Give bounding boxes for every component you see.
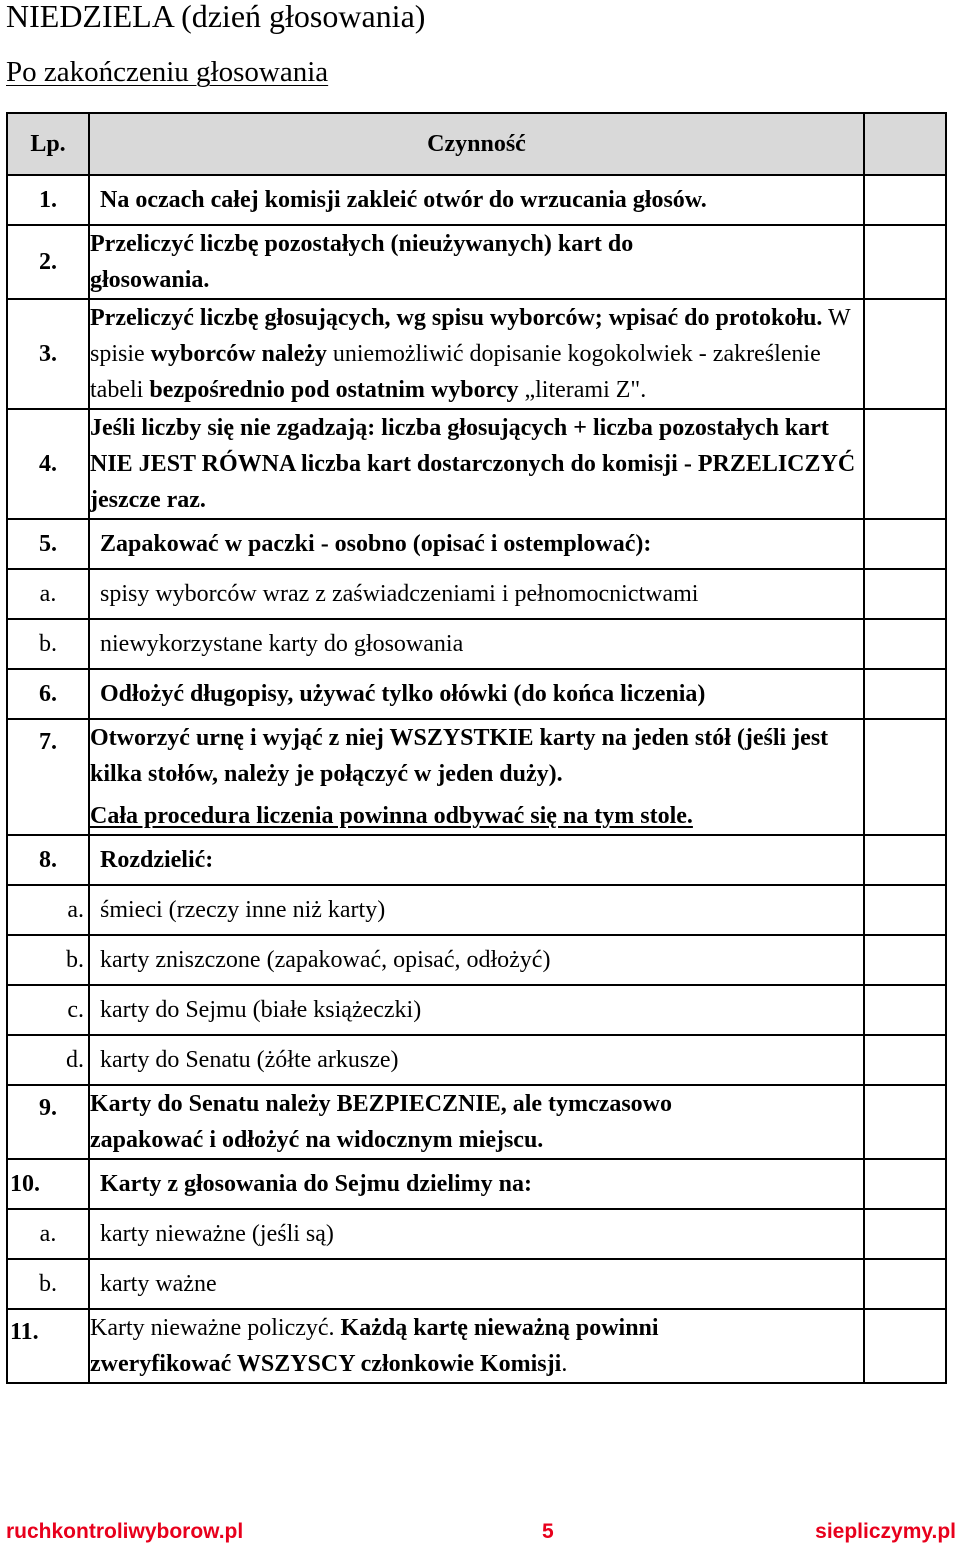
check-cell[interactable] — [864, 1035, 946, 1085]
table-row — [7, 1159, 946, 1209]
table-row — [7, 1085, 946, 1159]
row-number: 10. — [7, 1159, 89, 1209]
page-title: NIEDZIELA (dzień głosowania) — [6, 0, 426, 34]
row-action: Jeśli liczby się nie zgadzają: liczba głosujących + liczba pozostałych kart NIE JEST RÓWNA liczba kart dostarczonych do komisji - PRZELICZYĆ jeszcze raz. — [89, 409, 864, 519]
header-check — [864, 113, 946, 175]
row-action: karty do Sejmu (białe książeczki) — [89, 985, 864, 1035]
table-row — [7, 835, 946, 885]
row-action-regular: „literami Z". — [518, 377, 647, 403]
row-action — [89, 719, 864, 835]
row-letter: b. — [7, 619, 89, 669]
check-cell[interactable] — [864, 1085, 946, 1159]
row-number: 6. — [7, 669, 89, 719]
row-letter: c. — [7, 985, 89, 1035]
row-letter: d. — [7, 1035, 89, 1085]
check-cell[interactable] — [864, 619, 946, 669]
row-letter: a. — [7, 1209, 89, 1259]
row-number: 1. — [7, 175, 89, 225]
table-row — [7, 1209, 946, 1259]
row-action: spisy wyborców wraz z zaświadczeniami i pełnomocnictwami — [89, 569, 864, 619]
table-row — [7, 519, 946, 569]
row-action: karty do Senatu (żółte arkusze) — [89, 1035, 864, 1085]
table-row — [7, 719, 946, 835]
check-cell[interactable] — [864, 835, 946, 885]
row-action-bold: wyborców należy — [150, 341, 327, 367]
row-action: Na oczach całej komisji zakleić otwór do wrzucania głosów. — [89, 175, 864, 225]
check-cell[interactable] — [864, 1159, 946, 1209]
row-action: Przeliczyć liczbę pozostałych (nieużywanych) kart do głosowania. — [89, 225, 864, 299]
table-row — [7, 175, 946, 225]
table-row — [7, 985, 946, 1035]
header-lp: Lp. — [7, 113, 89, 175]
table-row — [7, 669, 946, 719]
check-cell[interactable] — [864, 985, 946, 1035]
row-action: karty ważne — [89, 1259, 864, 1309]
row-action: Karty do Senatu należy BEZPIECZNIE, ale tymczasowo zapakować i odłożyć na widocznym miejscu. — [89, 1085, 864, 1159]
row-action-bold: Przeliczyć liczbę głosujących, wg spisu wyborców; wpisać do protokołu. — [90, 305, 823, 331]
check-cell[interactable] — [864, 225, 946, 299]
row-letter: b. — [7, 935, 89, 985]
row-action: karty nieważne (jeśli są) — [89, 1209, 864, 1259]
table-row — [7, 619, 946, 669]
row-action-regular: Karty nieważne policzyć. — [90, 1315, 341, 1341]
row-action: niewykorzystane karty do głosowania — [89, 619, 864, 669]
table-row — [7, 935, 946, 985]
row-action-bold: Każdą kartę nieważną powinni zweryfikować WSZYSCY członkowie Komisji — [90, 1315, 659, 1377]
row-action — [89, 299, 864, 409]
table-row — [7, 885, 946, 935]
check-cell[interactable] — [864, 885, 946, 935]
table-row — [7, 1309, 946, 1383]
page-number: 5 — [542, 1520, 554, 1543]
row-action-regular: uniemożliwić dopisanie kogokolwiek - zakreślenie tabeli — [90, 341, 821, 403]
row-number: 9. — [7, 1085, 89, 1159]
check-cell[interactable] — [864, 1209, 946, 1259]
row-action: Rozdzielić: — [89, 835, 864, 885]
check-cell[interactable] — [864, 719, 946, 835]
row-action-underlined-note: Cała procedura liczenia powinna odbywać się na tym stole. — [90, 803, 693, 829]
header-action: Czynność — [89, 113, 864, 175]
row-letter: a. — [7, 885, 89, 935]
check-cell[interactable] — [864, 935, 946, 985]
table-row — [7, 225, 946, 299]
check-cell[interactable] — [864, 669, 946, 719]
table-row — [7, 1035, 946, 1085]
table-row — [7, 1259, 946, 1309]
row-number: 5. — [7, 519, 89, 569]
row-number: 7. — [7, 719, 89, 835]
check-cell[interactable] — [864, 409, 946, 519]
row-number: 8. — [7, 835, 89, 885]
row-number: 3. — [7, 299, 89, 409]
row-number: 11. — [7, 1309, 89, 1383]
row-action-bold: Otworzyć urnę i wyjąć z niej WSZYSTKIE karty na jeden stół (jeśli jest kilka stołów, należy je połączyć w jeden duży). — [90, 725, 829, 787]
check-cell[interactable] — [864, 1259, 946, 1309]
row-action-bold: bezpośrednio pod ostatnim wyborcy — [149, 377, 519, 403]
check-cell[interactable] — [864, 1309, 946, 1383]
row-action: śmieci (rzeczy inne niż karty) — [89, 885, 864, 935]
table-row — [7, 409, 946, 519]
check-cell[interactable] — [864, 299, 946, 409]
row-number: 4. — [7, 409, 89, 519]
table-row — [7, 569, 946, 619]
procedure-table — [6, 112, 947, 1384]
row-action: Karty z głosowania do Sejmu dzielimy na: — [89, 1159, 864, 1209]
footer-right-link[interactable]: siepliczymy.pl — [815, 1520, 956, 1543]
row-action: Zapakować w paczki - osobno (opisać i ostemplować): — [89, 519, 864, 569]
footer-left-link[interactable]: ruchkontroliwyborow.pl — [6, 1520, 244, 1543]
row-letter: b. — [7, 1259, 89, 1309]
row-action-regular: W spisie — [90, 305, 851, 367]
check-cell[interactable] — [864, 519, 946, 569]
row-letter: a. — [7, 569, 89, 619]
row-action: Odłożyć długopisy, używać tylko ołówki (do końca liczenia) — [89, 669, 864, 719]
row-action-regular: . — [561, 1351, 568, 1377]
check-cell[interactable] — [864, 569, 946, 619]
table-row — [7, 299, 946, 409]
row-number: 2. — [7, 225, 89, 299]
section-subtitle: Po zakończeniu głosowania — [6, 56, 329, 88]
table-header-row — [7, 113, 946, 175]
row-action: karty zniszczone (zapakować, opisać, odłożyć) — [89, 935, 864, 985]
check-cell[interactable] — [864, 175, 946, 225]
row-action — [89, 1309, 864, 1383]
